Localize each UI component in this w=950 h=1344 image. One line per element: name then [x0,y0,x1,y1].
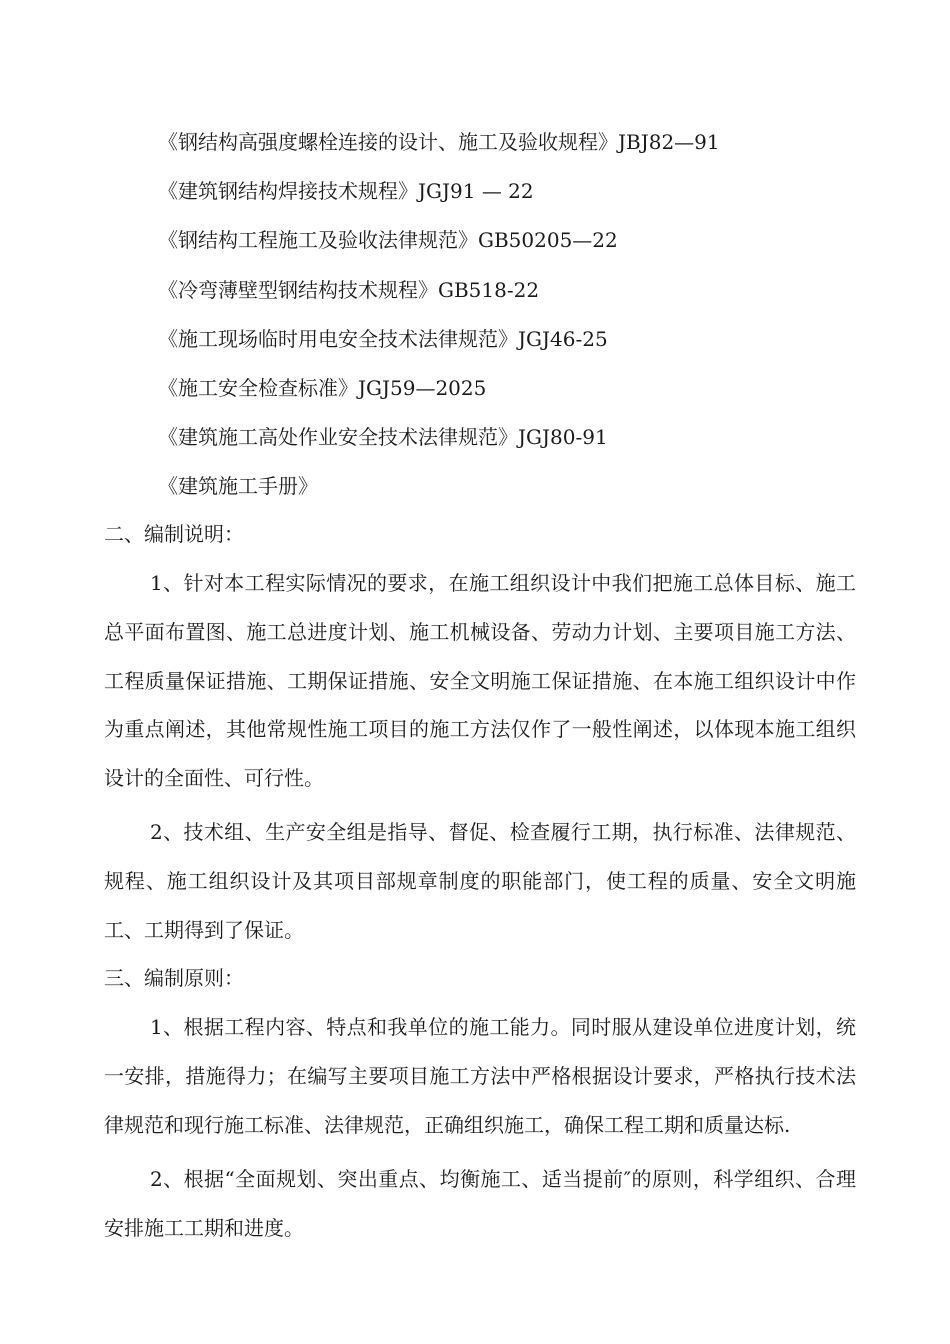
reference-item: 《建筑钢结构焊接技术规程》JGJ91 — 22 [158,179,534,204]
paragraph: 2、根据“全面规划、突出重点、均衡施工、适当提前″的原则，科学组织、合理安排施工工期和进度。 [104,1166,856,1240]
reference-item: 《建筑施工手册》 [158,474,318,499]
paragraph: 1、根据工程内容、特点和我单位的施工能力。同时服从建设单位进度计划，统一安排，措施得力；在编写主要项目施工方法中严格根据设计要求，严格执行技术法律规范和现行施工标准、法律规范，正确组织施工，确保工程工期和质量达标. [104,1015,856,1137]
reference-item: 《建筑施工高处作业安全技术法律规范》JGJ80-91 [158,425,608,450]
paragraph: 2、技术组、生产安全组是指导、督促、检查履行工期，执行标准、法律规范、规程、施工组织设计及其项目部规章制度的职能部门，使工程的质量、安全文明施工、工期得到了保证。 [104,819,856,942]
reference-item: 《施工现场临时用电安全技术法律规范》JGJ46-25 [158,326,608,351]
reference-list [158,118,858,512]
reference-item: 《施工安全检查标准》JGJ59—2025 [158,375,487,400]
reference-item: 《钢结构工程施工及验收法律规范》GB50205—22 [158,228,618,253]
paragraph: 1、针对本工程实际情况的要求，在施工组织设计中我们把施工总体目标、施工总平面布置图、施工总进度计划、施工机械设备、劳动力计划、主要项目施工方法、工程质量保证措施、工期保证措施、安全文明施工保证措施、在本施工组织设计中作为重点阐述，其他常规性施工项目的施工方法仅作了一般性阐述，以体现本施工组织设计的全面性、可行性。 [104,571,856,791]
reference-item: 《钢结构高强度螺栓连接的设计、施工及验收规程》JBJ82—91 [158,130,720,154]
section-heading-compilation-notes: 二、编制说明： [104,522,244,546]
reference-item: 《冷弯薄壁型钢结构技术规程》GB518-22 [158,277,540,302]
section-heading-compilation-principles: 三、编制原则： [104,966,244,991]
body-text [104,510,856,1252]
